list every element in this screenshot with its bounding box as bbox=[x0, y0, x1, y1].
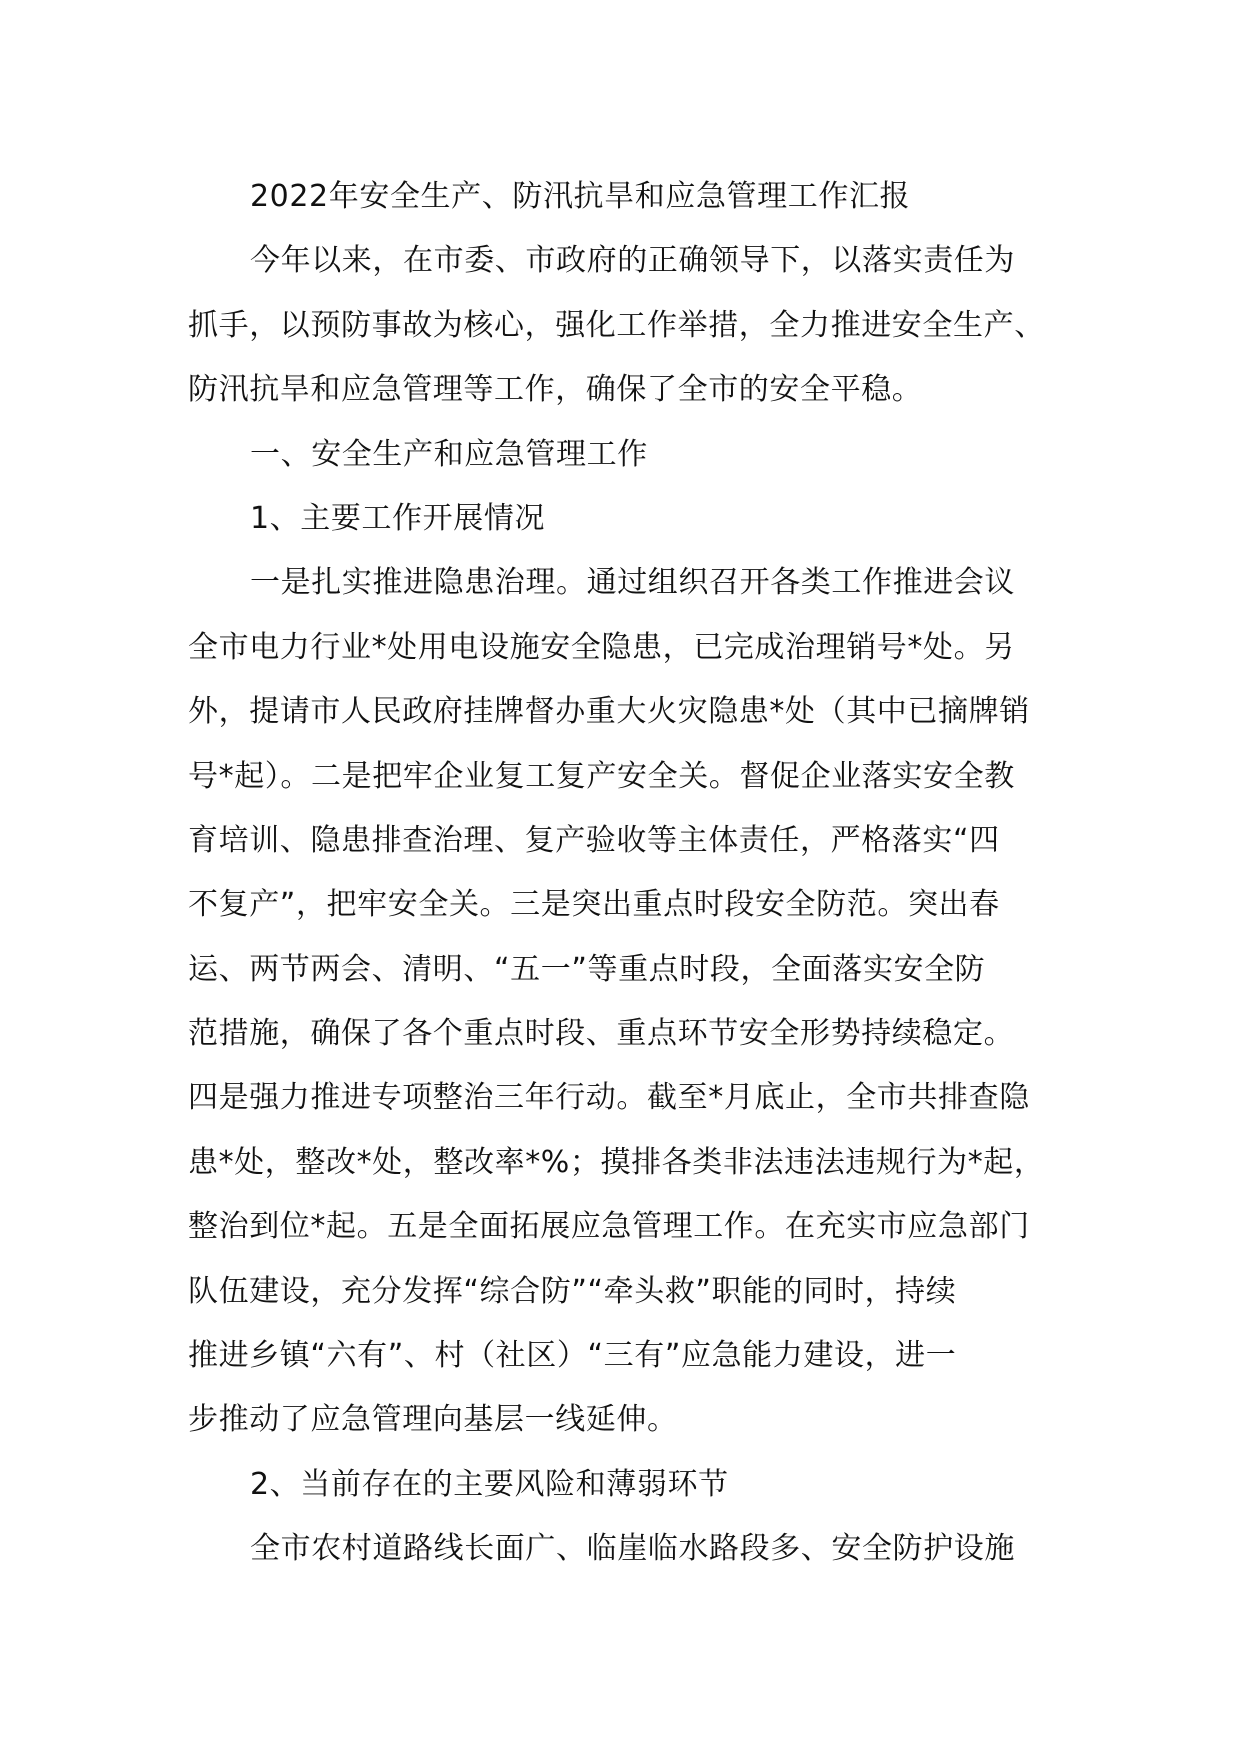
body-line: 外，提请市人民政府挂牌督办重大火灾隐患*处（其中已摘牌销 bbox=[188, 694, 1030, 730]
document-title: 2022年安全生产、防汛抗旱和应急管理工作汇报 bbox=[250, 179, 911, 214]
intro-line: 今年以来，在市委、市政府的正确领导下，以落实责任为 bbox=[250, 243, 1015, 279]
intro-line: 抓手，以预防事故为核心，强化工作举措，全力推进安全生产、 bbox=[188, 307, 1045, 343]
intro-line: 防汛抗旱和应急管理等工作，确保了全市的安全平稳。 bbox=[188, 372, 923, 408]
body-line: 患*处，整改*处，整改率*%；摸排各类非法违法违规行为*起， bbox=[188, 1144, 1045, 1180]
body-line: 运、两节两会、清明、“五一”等重点时段，全面落实安全防 bbox=[188, 951, 986, 987]
body-line: 不复产”，把牢安全关。三是突出重点时段安全防范。突出春 bbox=[188, 887, 1000, 923]
body-line: 育培训、隐患排查治理、复产验收等主体责任，严格落实“四 bbox=[188, 822, 1000, 858]
body-line: 号*起）。二是把牢企业复工复产安全关。督促企业落实安全教 bbox=[188, 758, 1015, 794]
subsection-heading: 1、主要工作开展情况 bbox=[250, 500, 546, 536]
subsection-heading: 2、当前存在的主要风险和薄弱环节 bbox=[250, 1466, 729, 1502]
document-body bbox=[188, 165, 1070, 1582]
body-line: 步推动了应急管理向基层一线延伸。 bbox=[188, 1402, 678, 1438]
body-line: 推进乡镇“六有”、村（社区）“三有”应急能力建设，进一 bbox=[188, 1338, 957, 1374]
body-line: 范措施，确保了各个重点时段、重点环节安全形势持续稳定。 bbox=[188, 1016, 1015, 1052]
section-heading: 一、安全生产和应急管理工作 bbox=[250, 436, 648, 472]
body-line: 整治到位*起。五是全面拓展应急管理工作。在充实市应急部门 bbox=[188, 1209, 1030, 1245]
body-line: 一是扎实推进隐患治理。通过组织召开各类工作推进会议 bbox=[250, 565, 1015, 601]
body-line: 四是强力推进专项整治三年行动。截至*月底止，全市共排查隐 bbox=[188, 1080, 1030, 1116]
body-line: 全市农村道路线长面广、临崖临水路段多、安全防护设施 bbox=[250, 1531, 1015, 1567]
body-line: 全市电力行业*处用电设施安全隐患，已完成治理销号*处。另 bbox=[188, 629, 1015, 665]
body-line: 队伍建设，充分发挥“综合防”“牵头救”职能的同时，持续 bbox=[188, 1273, 957, 1309]
